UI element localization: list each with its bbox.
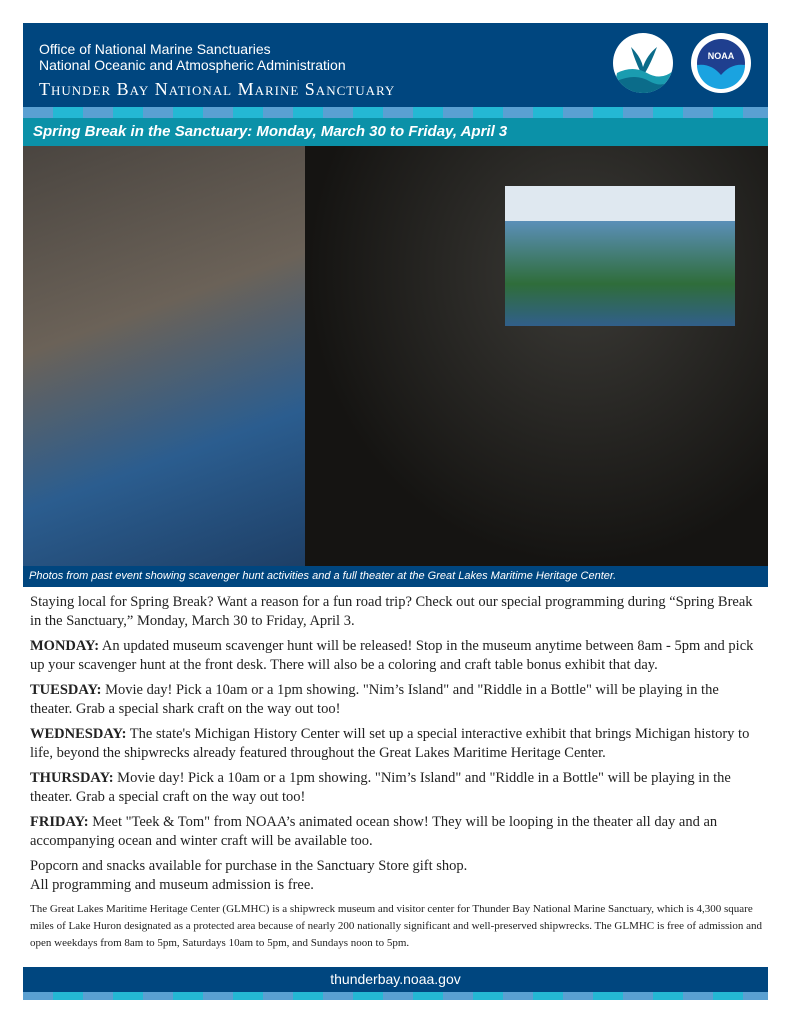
monday-paragraph (30, 637, 762, 675)
noaa-logo (691, 33, 751, 93)
thursday-paragraph (30, 769, 762, 807)
svg-text:NOAA: NOAA (707, 51, 735, 61)
website-link[interactable]: thunderbay.noaa.gov (23, 967, 768, 992)
decorative-stripe (23, 107, 768, 118)
sanctuaries-whale-tail-logo (613, 33, 673, 93)
day-text: Movie day! Pick a 10am or a 1pm showing. "Nim’s Island" and "Riddle in a Bottle" will be playing in the theater. Grab a special craft on the way out too! (30, 770, 731, 805)
day-label: WEDNESDAY: (30, 726, 127, 742)
agency-name: National Oceanic and Atmospheric Administration (39, 57, 346, 73)
day-label: FRIDAY: (30, 814, 89, 830)
header (23, 23, 768, 107)
about-glmhc: The Great Lakes Maritime Heritage Center (GLMHC) is a shipwreck museum and visitor center for Thunder Bay National Marine Sanctuary, which is 4,300 square miles of Lake Huron designated as a protected area because of nearly 200 nationally significant and well-preserved shipwrecks. The GLMHC is free of admission and open weekdays from 8am to 5pm, Saturdays 10am to 5pm, and Sundays noon to 5pm. (30, 903, 762, 949)
event-title-banner: Spring Break in the Sanctuary: Monday, March 30 to Friday, April 3 (23, 118, 768, 146)
day-label: TUESDAY: (30, 682, 102, 698)
sanctuary-name: Thunder Bay National Marine Sanctuary (39, 79, 396, 99)
day-label: MONDAY: (30, 638, 100, 654)
day-text: Meet "Teek & Tom" from NOAA’s animated ocean show! They will be looping in the theater all day and an accompanying ocean and winter craft will be available too. (30, 814, 718, 849)
org-name: Office of National Marine Sanctuaries (39, 41, 271, 57)
day-label: THURSDAY: (30, 770, 114, 786)
tuesday-paragraph (30, 681, 762, 719)
day-text: An updated museum scavenger hunt will be released! Stop in the museum anytime between 8am - 5pm and pick up your scavenger hunt at the front desk. There will also be a coloring and craft table bonus exhibit that day. (30, 638, 754, 673)
scavenger-hunt-photo (23, 146, 305, 566)
free-note: All programming and museum admission is free. (30, 877, 314, 893)
day-text: The state's Michigan History Center will set up a special interactive exhibit that brings Michigan history to life, beyond the shipwrecks already featured throughout the Great Lakes Maritime Heritage Center. (30, 726, 750, 761)
snacks-note: Popcorn and snacks available for purchase in the Sanctuary Store gift shop. (30, 858, 468, 874)
event-description (30, 593, 762, 958)
theater-photo (305, 146, 768, 566)
day-text: Movie day! Pick a 10am or a 1pm showing. "Nim’s Island" and "Riddle in a Bottle" will be playing in the theater. Grab a special shark craft on the way out too! (30, 682, 719, 717)
wednesday-paragraph (30, 725, 762, 763)
theater-screen (505, 186, 735, 326)
photo-caption: Photos from past event showing scavenger hunt activities and a full theater at the Great Lakes Maritime Heritage Center. (23, 566, 768, 587)
friday-paragraph (30, 813, 762, 851)
intro-paragraph: Staying local for Spring Break? Want a reason for a fun road trip? Check out our special programming during “Spring Break in the Sanctuary,” Monday, March 30 to Friday, April 3. (30, 594, 753, 629)
decorative-stripe (23, 992, 768, 1000)
